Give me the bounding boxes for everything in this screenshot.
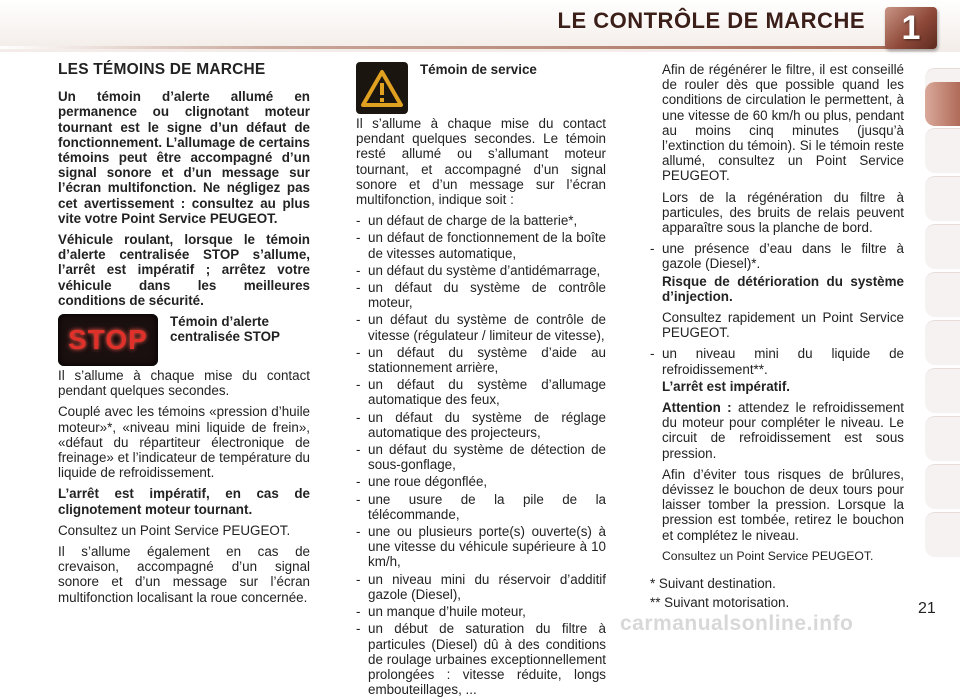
coupled-text: Couplé avec les témoins «pression d’huile moteur»*, «niveau mini liquide de frein», «défaut du répartiteur électronique de freinage» et l’indicateur de température du liquide de refroidissement.	[58, 404, 310, 481]
intro-warning: Un témoin d’alerte allumé en permanence ou clignotant moteur tournant est le signe d’un défaut de fonctionnement. L’allumage de certains témoins peut être accompagné d’un signal sonore et d’un message sur l’écran multifonction. Ne négligez pas cet avertissement : consultez au plus vite votre Point Service PEUGEOT.	[58, 89, 310, 226]
side-tab[interactable]	[925, 176, 960, 221]
stop-warning: Véhicule roulant, lorsque le témoin d’alerte centralisée STOP s’allume, l’arrêt est impératif ; arrêtez votre véhicule dans les meilleures conditions de sécurité.	[58, 232, 310, 308]
side-tab-active[interactable]	[925, 82, 960, 126]
section-heading: LES TÉMOINS DE MARCHE	[58, 61, 266, 78]
side-tab[interactable]	[925, 128, 960, 173]
list-item: - un début de saturation du filtre à particules (Diesel) dû à des conditions de roulage urbaines exceptionnellement prolongées : vitesse réduite, longs embouteillages, ...	[356, 621, 606, 697]
regen-text: Afin de régénérer le filtre, il est conseillé de rouler dès que possible quand les conditions de circulation le permettent, à une vitesse de 60 km/h ou plus, pendant au moins cinq minutes (jusqu’à l’extinction du témoin). Si le témoin reste allumé, consultez un Point Service PEUGEOT.	[662, 62, 904, 184]
side-tab[interactable]	[925, 512, 960, 557]
extra-list	[650, 346, 904, 376]
column-right	[650, 62, 904, 570]
list-item: - une présence d’eau dans le filtre à gazole (Diesel)*.	[650, 241, 904, 271]
consult-text: Consultez un Point Service PEUGEOT.	[662, 548, 874, 563]
stop-block	[58, 314, 310, 366]
stop-icon-label: STOP	[68, 324, 148, 356]
service-warning-icon	[356, 62, 408, 114]
list-item: - un défaut du système de détection de sous-gonflage,	[356, 442, 606, 472]
side-tab[interactable]	[925, 320, 960, 365]
side-tab[interactable]	[925, 464, 960, 509]
list-item: - un défaut de charge de la batterie*,	[356, 213, 606, 228]
side-tab[interactable]	[925, 368, 960, 413]
side-tab[interactable]	[925, 272, 960, 317]
puncture-text: Il s’allume également en cas de crevaison, accompagné d’un signal sonore et d’un message sur l’écran multifonction localisant la roue concernée.	[58, 544, 310, 605]
service-description: Il s’allume à chaque mise du contact pendant quelques secondes. Le témoin resté allumé ou s’allumant moteur tournant, et accompagné d’un signal sonore et d’un message sur l’écran multifonction, indique soit :	[356, 116, 606, 208]
column-middle	[356, 62, 606, 699]
injection-risk: Risque de détérioration du système d’injection.	[662, 273, 904, 304]
attention-text: attendez le refroidissement du moteur pour compléter le niveau. Le circuit de refroidissement est sous pression.	[662, 400, 904, 461]
stop-required: L’arrêt est impératif.	[662, 378, 791, 394]
footnote-motorisation: ** Suivant motorisation.	[650, 595, 790, 610]
service-block	[356, 62, 606, 114]
attention-label: Attention :	[662, 400, 732, 416]
service-list	[356, 213, 606, 697]
stop-warning-icon	[58, 314, 158, 366]
chapter-number: 1	[901, 8, 921, 47]
list-item: - un manque d’huile moteur,	[356, 604, 606, 619]
list-item: - un défaut de fonctionnement de la boîte de vitesses automatique,	[356, 230, 606, 260]
footnote-destination: * Suivant destination.	[650, 576, 776, 591]
list-item: - un défaut du système d’antidémarrage,	[356, 263, 606, 278]
stop-description: Il s’allume à chaque mise du contact pendant quelques secondes.	[58, 368, 310, 399]
avoid-text: Afin d’éviter tous risques de brûlures, dévissez le bouchon de deux tours pour laisser tomber la pression. Lorsque la pression est tombée, retirez le bouchon et complétez le niveau.	[662, 466, 904, 543]
list-item: - un niveau mini du liquide de refroidissement**.	[650, 346, 904, 376]
service-heading: Témoin de service	[420, 62, 537, 77]
extra-list	[650, 241, 904, 271]
column-left	[58, 62, 310, 611]
chapter-title: LE CONTRÔLE DE MARCHE	[557, 8, 865, 33]
watermark: carmanualsonline.info	[620, 612, 854, 635]
stop-required: L’arrêt est impératif, en cas de clignotement moteur tournant.	[58, 486, 310, 517]
side-tab[interactable]	[925, 224, 960, 269]
side-tab[interactable]	[925, 416, 960, 461]
footnotes	[650, 574, 910, 612]
header-rule	[0, 46, 900, 49]
list-item: - une ou plusieurs porte(s) ouverte(s) à une vitesse du véhicule supérieure à 10 km/h,	[356, 524, 606, 570]
consult-text: Consultez un Point Service PEUGEOT.	[58, 522, 291, 538]
chapter-badge	[885, 7, 937, 49]
list-item: - un défaut du système de contrôle de vitesse (régulateur / limiteur de vitesse),	[356, 312, 606, 342]
list-item: - un niveau mini du réservoir d’additif gazole (Diesel),	[356, 572, 606, 602]
page-number: 21	[918, 600, 936, 617]
list-item: - une roue dégonflée,	[356, 474, 606, 489]
list-item: - un défaut du système de réglage automatique des projecteurs,	[356, 410, 606, 440]
list-item: - un défaut du système d’allumage automatique des feux,	[356, 377, 606, 407]
attention-paragraph	[650, 400, 904, 461]
list-item: - un défaut du système de contrôle moteur,	[356, 280, 606, 310]
list-item: - une usure de la pile de la télécommande,	[356, 492, 606, 522]
consult-fast: Consultez rapidement un Point Service PEUGEOT.	[662, 310, 904, 341]
side-tabs	[925, 68, 960, 588]
stop-heading: Témoin d’alerte centralisée STOP	[170, 314, 280, 345]
list-item: - un défaut du système d’aide au stationnement arrière,	[356, 345, 606, 375]
noise-text: Lors de la régénération du filtre à particules, des bruits de relais peuvent apparaître sous la planche de bord.	[662, 189, 904, 236]
